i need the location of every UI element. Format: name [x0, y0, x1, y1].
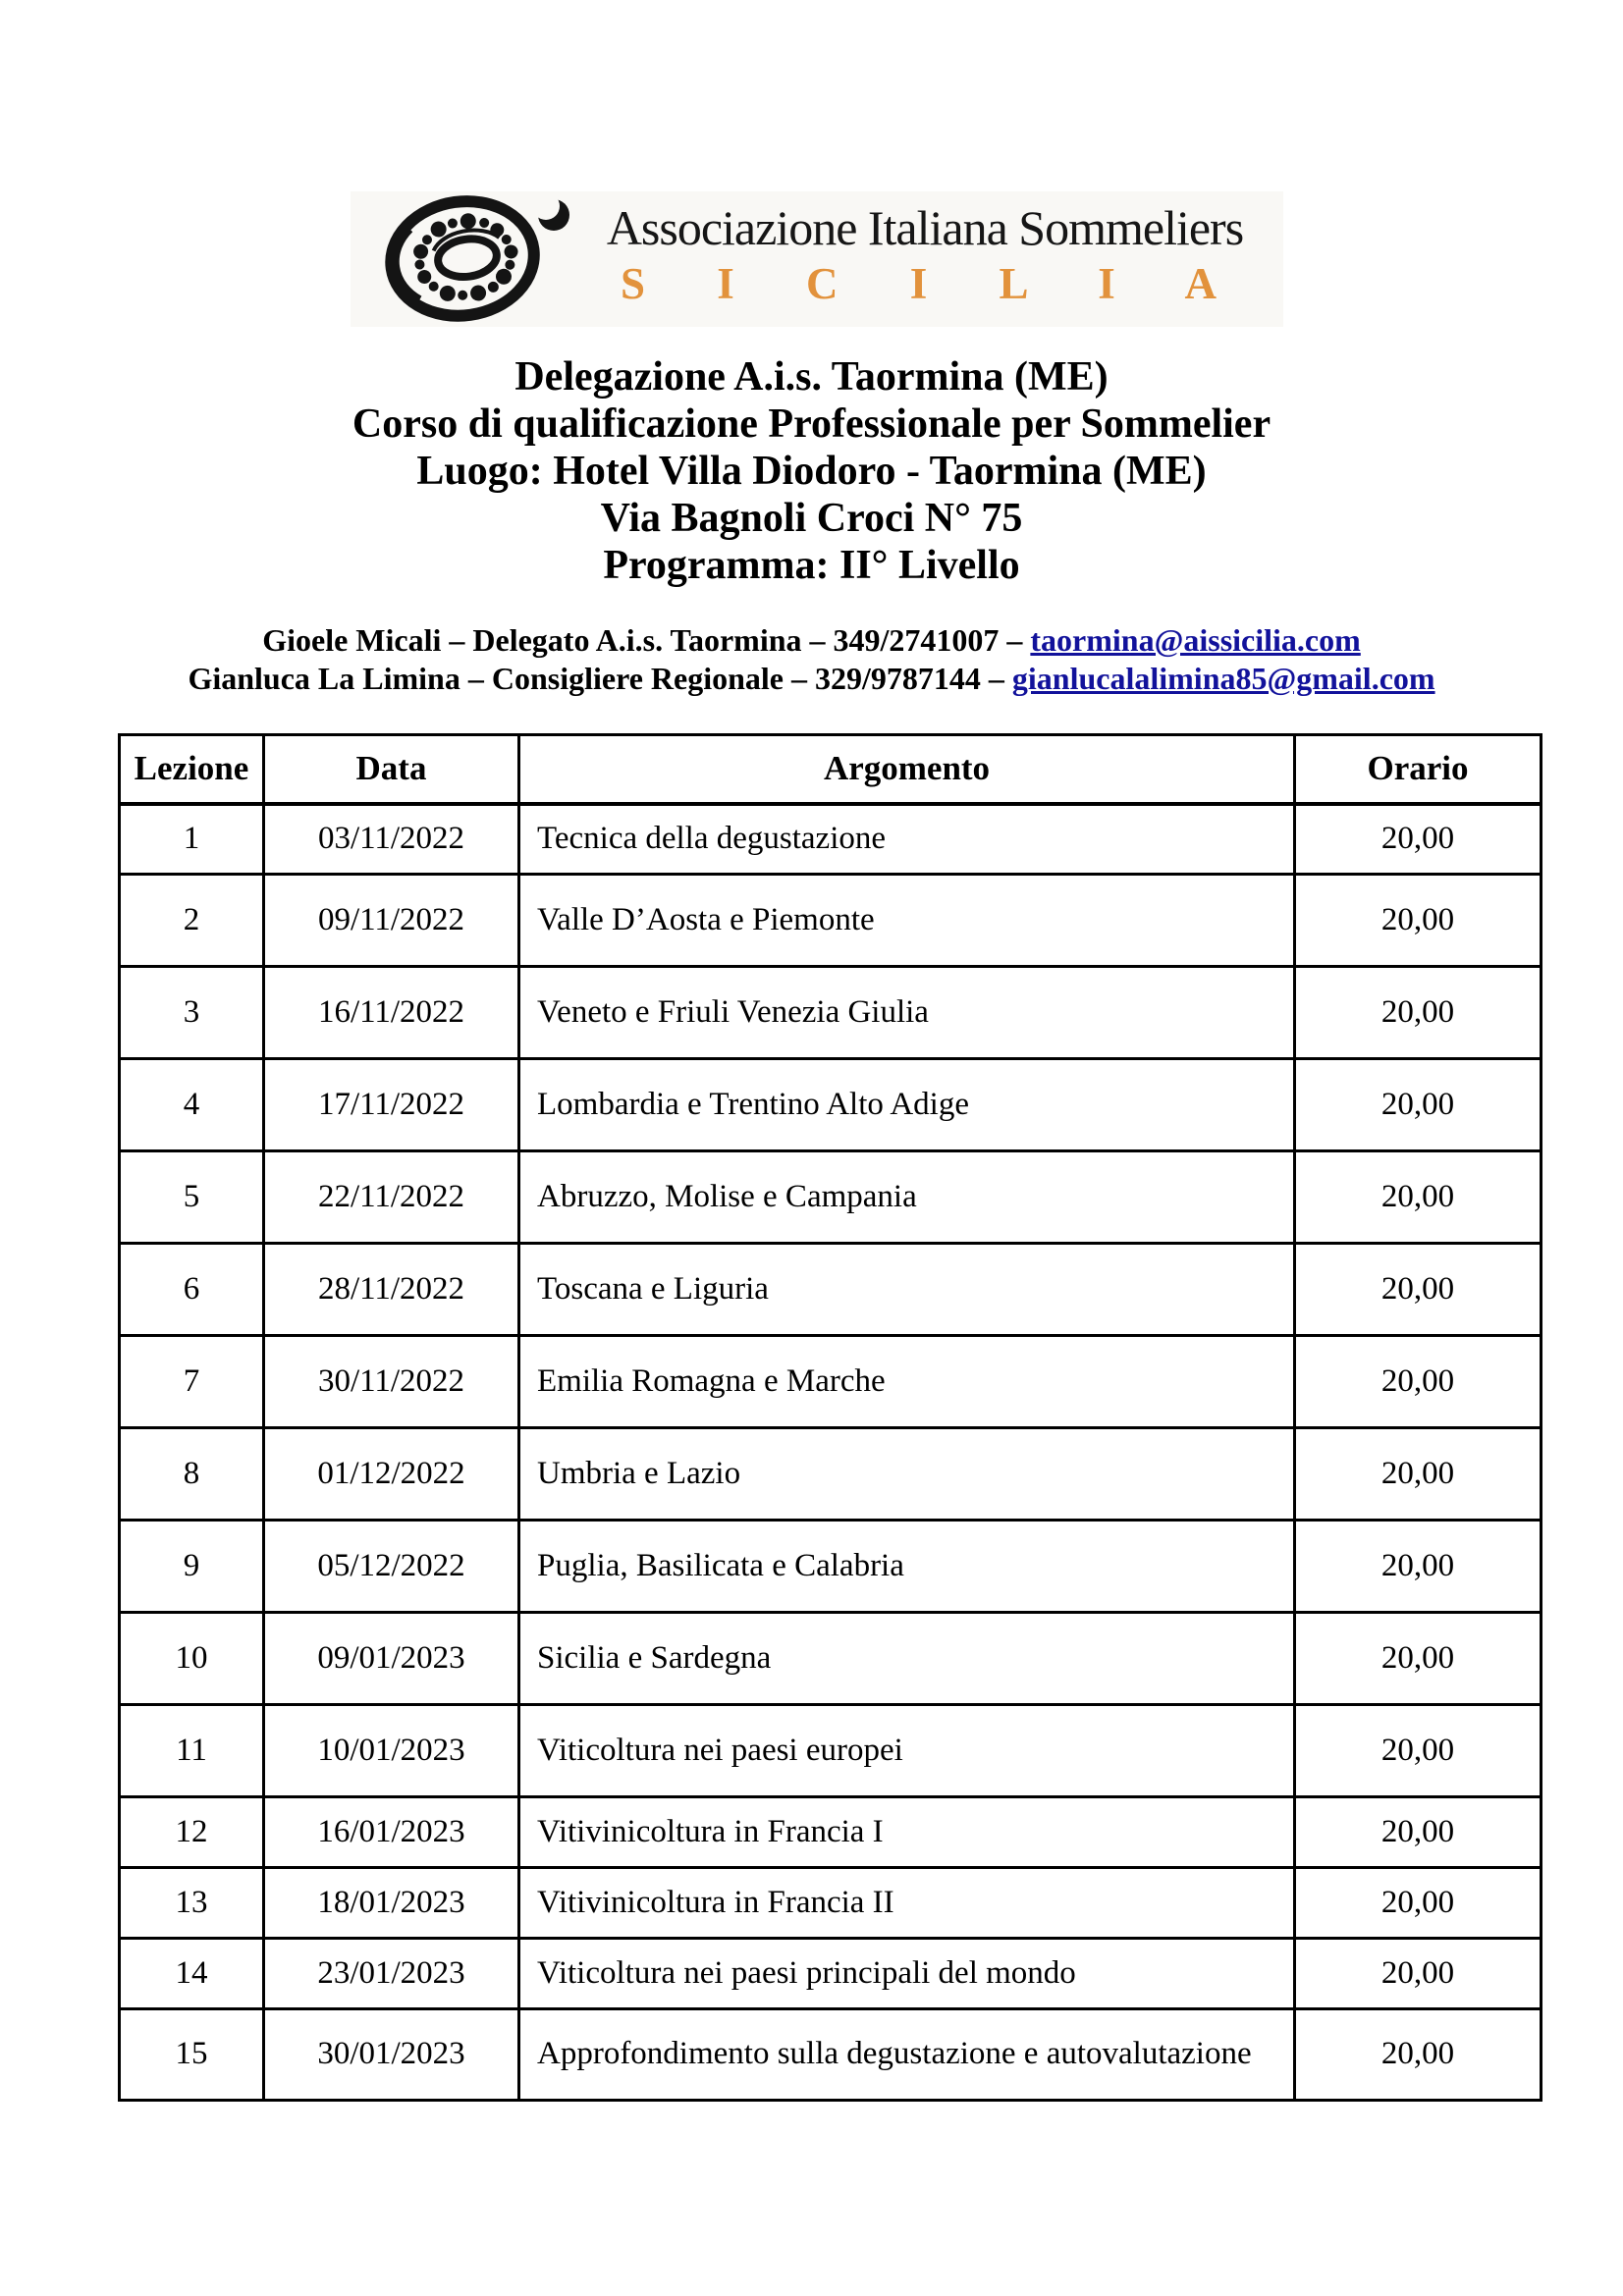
cell-data: 23/01/2023: [264, 1939, 519, 2009]
cell-argomento: Toscana e Liguria: [519, 1244, 1295, 1336]
cell-lezione: 2: [120, 875, 264, 967]
cell-lezione: 15: [120, 2009, 264, 2101]
document-heading: [0, 353, 1623, 589]
cell-data: 01/12/2022: [264, 1428, 519, 1521]
ais-sicilia-logo: [351, 191, 1283, 327]
heading-line-corso: Corso di qualificazione Professionale per Sommelier: [352, 401, 1271, 447]
cell-orario: 20,00: [1295, 1244, 1542, 1336]
cell-data: 17/11/2022: [264, 1059, 519, 1151]
contact-line: [0, 621, 1623, 660]
table-header-row: [120, 735, 1542, 804]
column-header-argomento: Argomento: [519, 735, 1295, 804]
heading-line-luogo: Luogo: Hotel Villa Diodoro - Taormina (ME): [416, 449, 1207, 494]
cell-orario: 20,00: [1295, 1613, 1542, 1705]
table-row: [120, 1336, 1542, 1428]
contact-text: Gianluca La Limina – Consigliere Regionale – 329/9787144 –: [188, 661, 1012, 696]
cell-orario: 20,00: [1295, 1939, 1542, 2009]
cell-orario: 20,00: [1295, 1705, 1542, 1797]
table-row: [120, 2009, 1542, 2101]
cell-argomento: Sicilia e Sardegna: [519, 1613, 1295, 1705]
logo-text: [578, 199, 1271, 309]
heading-line-programma: Programma: II° Livello: [603, 543, 1020, 588]
contact-block: [0, 621, 1623, 698]
cell-argomento: Vitivinicoltura in Francia I: [519, 1797, 1295, 1868]
cell-data: 10/01/2023: [264, 1705, 519, 1797]
contact-line: [0, 660, 1623, 698]
cell-data: 30/11/2022: [264, 1336, 519, 1428]
table-row: [120, 1151, 1542, 1244]
cell-argomento: Emilia Romagna e Marche: [519, 1336, 1295, 1428]
cell-lezione: 8: [120, 1428, 264, 1521]
cell-argomento: Umbria e Lazio: [519, 1428, 1295, 1521]
cell-argomento: Viticoltura nei paesi europei: [519, 1705, 1295, 1797]
cell-lezione: 9: [120, 1521, 264, 1613]
cell-lezione: 5: [120, 1151, 264, 1244]
cell-data: 30/01/2023: [264, 2009, 519, 2101]
column-header-orario: Orario: [1295, 735, 1542, 804]
table-row: [120, 1705, 1542, 1797]
cell-data: 16/11/2022: [264, 967, 519, 1059]
cell-argomento: Abruzzo, Molise e Campania: [519, 1151, 1295, 1244]
cell-data: 09/11/2022: [264, 875, 519, 967]
table-row: [120, 1939, 1542, 2009]
cell-data: 28/11/2022: [264, 1244, 519, 1336]
table-row: [120, 1428, 1542, 1521]
table-row: [120, 1521, 1542, 1613]
cell-lezione: 6: [120, 1244, 264, 1336]
logo-region: S I C I L I A: [620, 259, 1248, 308]
cell-data: 05/12/2022: [264, 1521, 519, 1613]
cell-orario: 20,00: [1295, 1797, 1542, 1868]
table-row: [120, 1059, 1542, 1151]
table-row: [120, 1244, 1542, 1336]
column-header-data: Data: [264, 735, 519, 804]
cell-orario: 20,00: [1295, 967, 1542, 1059]
cell-lezione: 12: [120, 1797, 264, 1868]
cell-data: 16/01/2023: [264, 1797, 519, 1868]
cell-argomento: Puglia, Basilicata e Calabria: [519, 1521, 1295, 1613]
table-row: [120, 1613, 1542, 1705]
cell-orario: 20,00: [1295, 1059, 1542, 1151]
cell-lezione: 3: [120, 967, 264, 1059]
cell-lezione: 11: [120, 1705, 264, 1797]
cell-argomento: Veneto e Friuli Venezia Giulia: [519, 967, 1295, 1059]
logo-org-name: Associazione Italiana Sommeliers: [606, 200, 1244, 255]
cell-argomento: Valle D’Aosta e Piemonte: [519, 875, 1295, 967]
table-row: [120, 967, 1542, 1059]
cell-lezione: 14: [120, 1939, 264, 2009]
table-row: [120, 1868, 1542, 1939]
cell-data: 18/01/2023: [264, 1868, 519, 1939]
table-row: [120, 1797, 1542, 1868]
cell-argomento: Tecnica della degustazione: [519, 804, 1295, 875]
contact-text: Gioele Micali – Delegato A.i.s. Taormina – 349/2741007 –: [262, 622, 1031, 658]
cell-data: 09/01/2023: [264, 1613, 519, 1705]
course-table-body: [120, 804, 1542, 2101]
email-link[interactable]: gianlucalalimina85@gmail.com: [1011, 661, 1435, 696]
cell-lezione: 7: [120, 1336, 264, 1428]
cell-orario: 20,00: [1295, 1428, 1542, 1521]
cell-argomento: Approfondimento sulla degustazione e autovalutazione: [519, 2009, 1295, 2101]
email-link[interactable]: taormina@aissicilia.com: [1030, 622, 1361, 658]
cell-lezione: 1: [120, 804, 264, 875]
cell-orario: 20,00: [1295, 2009, 1542, 2101]
cell-orario: 20,00: [1295, 1868, 1542, 1939]
course-program-table: [118, 733, 1542, 2102]
cell-orario: 20,00: [1295, 1521, 1542, 1613]
cell-orario: 20,00: [1295, 804, 1542, 875]
cell-orario: 20,00: [1295, 875, 1542, 967]
cell-argomento: Lombardia e Trentino Alto Adige: [519, 1059, 1295, 1151]
column-header-lezione: Lezione: [120, 735, 264, 804]
cell-data: 22/11/2022: [264, 1151, 519, 1244]
cell-lezione: 13: [120, 1868, 264, 1939]
table-row: [120, 804, 1542, 875]
cell-argomento: Viticoltura nei paesi principali del mondo: [519, 1939, 1295, 2009]
heading-line-delegazione: Delegazione A.i.s. Taormina (ME): [514, 354, 1109, 400]
cell-data: 03/11/2022: [264, 804, 519, 875]
heading-line-via: Via Bagnoli Croci N° 75: [600, 496, 1023, 541]
cell-argomento: Vitivinicoltura in Francia II: [519, 1868, 1295, 1939]
cell-orario: 20,00: [1295, 1336, 1542, 1428]
cell-orario: 20,00: [1295, 1151, 1542, 1244]
cell-lezione: 4: [120, 1059, 264, 1151]
cell-lezione: 10: [120, 1613, 264, 1705]
tastevin-icon: [364, 193, 575, 323]
table-row: [120, 875, 1542, 967]
